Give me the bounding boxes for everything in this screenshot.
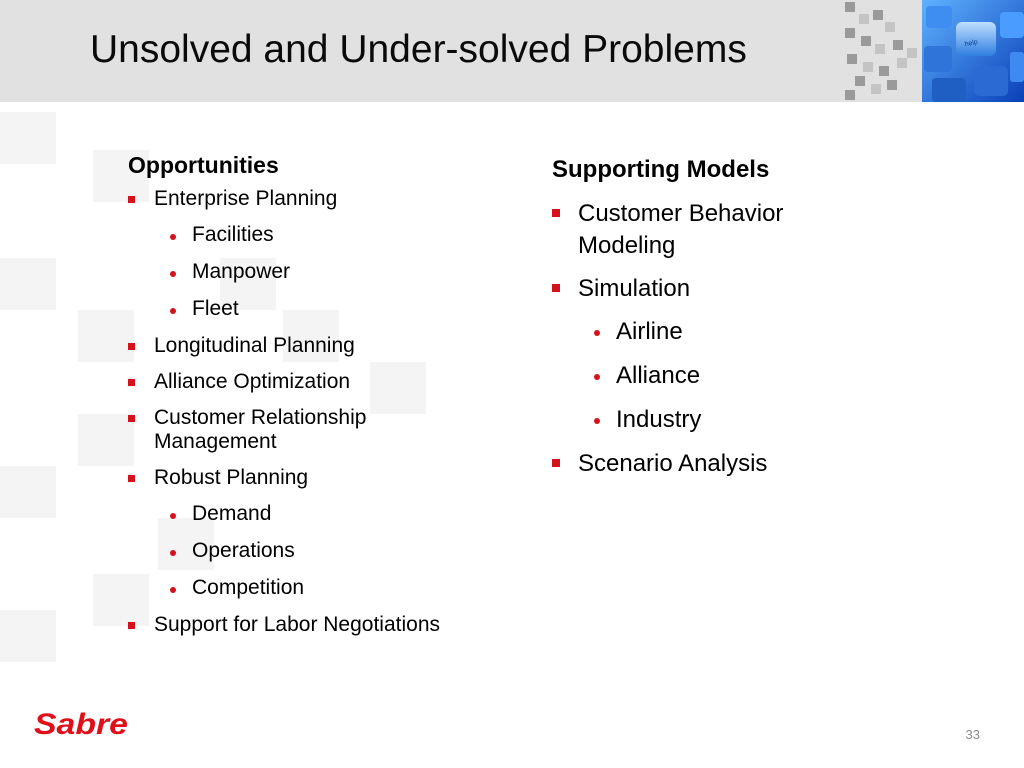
round-bullet-icon <box>170 550 176 556</box>
square-bullet-icon <box>552 209 560 217</box>
round-bullet-icon <box>170 587 176 593</box>
round-bullet-icon <box>594 374 600 380</box>
list-item: Scenario Analysis <box>552 448 852 480</box>
supporting-models-column <box>552 156 852 491</box>
sub-list-item: Competition <box>128 576 518 600</box>
round-bullet-icon <box>170 271 176 277</box>
svg-text:help: help <box>964 38 979 49</box>
list-item: Longitudinal Planning <box>128 334 518 358</box>
background-square <box>78 414 134 466</box>
sub-list-item: Operations <box>128 539 518 563</box>
round-bullet-icon <box>594 418 600 424</box>
list-item: Enterprise Planning <box>128 187 518 211</box>
opportunities-heading: Opportunities <box>128 152 279 178</box>
slide-title: Unsolved and Under-solved Problems <box>90 28 747 71</box>
sub-list-item: Fleet <box>128 297 518 321</box>
round-bullet-icon <box>594 330 600 336</box>
keyboard-photo <box>922 0 1024 102</box>
round-bullet-icon <box>170 513 176 519</box>
square-bullet-icon <box>128 622 135 629</box>
sub-list-item: Industry <box>552 404 852 436</box>
list-item: Robust Planning <box>128 466 518 490</box>
page-number: 33 <box>965 727 980 742</box>
sub-list-item: Facilities <box>128 223 518 247</box>
round-bullet-icon <box>170 308 176 314</box>
round-bullet-icon <box>170 234 176 240</box>
background-square <box>0 610 56 662</box>
supporting-models-heading: Supporting Models <box>552 156 770 183</box>
svg-text:Sabre: Sabre <box>34 708 128 741</box>
square-bullet-icon <box>552 459 560 467</box>
opportunities-column <box>128 152 518 649</box>
list-item: Customer Behavior Modeling <box>552 198 838 262</box>
background-square <box>0 258 56 310</box>
sub-list-item: Demand <box>128 502 518 526</box>
background-square <box>78 310 134 362</box>
square-bullet-icon <box>128 343 135 350</box>
list-item: Alliance Optimization <box>128 370 518 394</box>
sub-list-item: Manpower <box>128 260 518 284</box>
sub-list-item: Alliance <box>552 360 852 392</box>
square-bullet-icon <box>128 415 135 422</box>
title-bar <box>0 0 1024 102</box>
square-bullet-icon <box>128 475 135 482</box>
list-item: Support for Labor Negotiations <box>128 613 518 637</box>
square-bullet-icon <box>128 379 135 386</box>
list-item: Customer Relationship Management <box>128 406 414 454</box>
list-item: Simulation <box>552 273 852 305</box>
sabre-logo <box>32 708 132 742</box>
sub-list-item: Airline <box>552 316 852 348</box>
square-bullet-icon <box>552 284 560 292</box>
square-bullet-icon <box>128 196 135 203</box>
background-square <box>0 112 56 164</box>
decorative-dot-pattern <box>835 0 925 102</box>
background-square <box>0 466 56 518</box>
